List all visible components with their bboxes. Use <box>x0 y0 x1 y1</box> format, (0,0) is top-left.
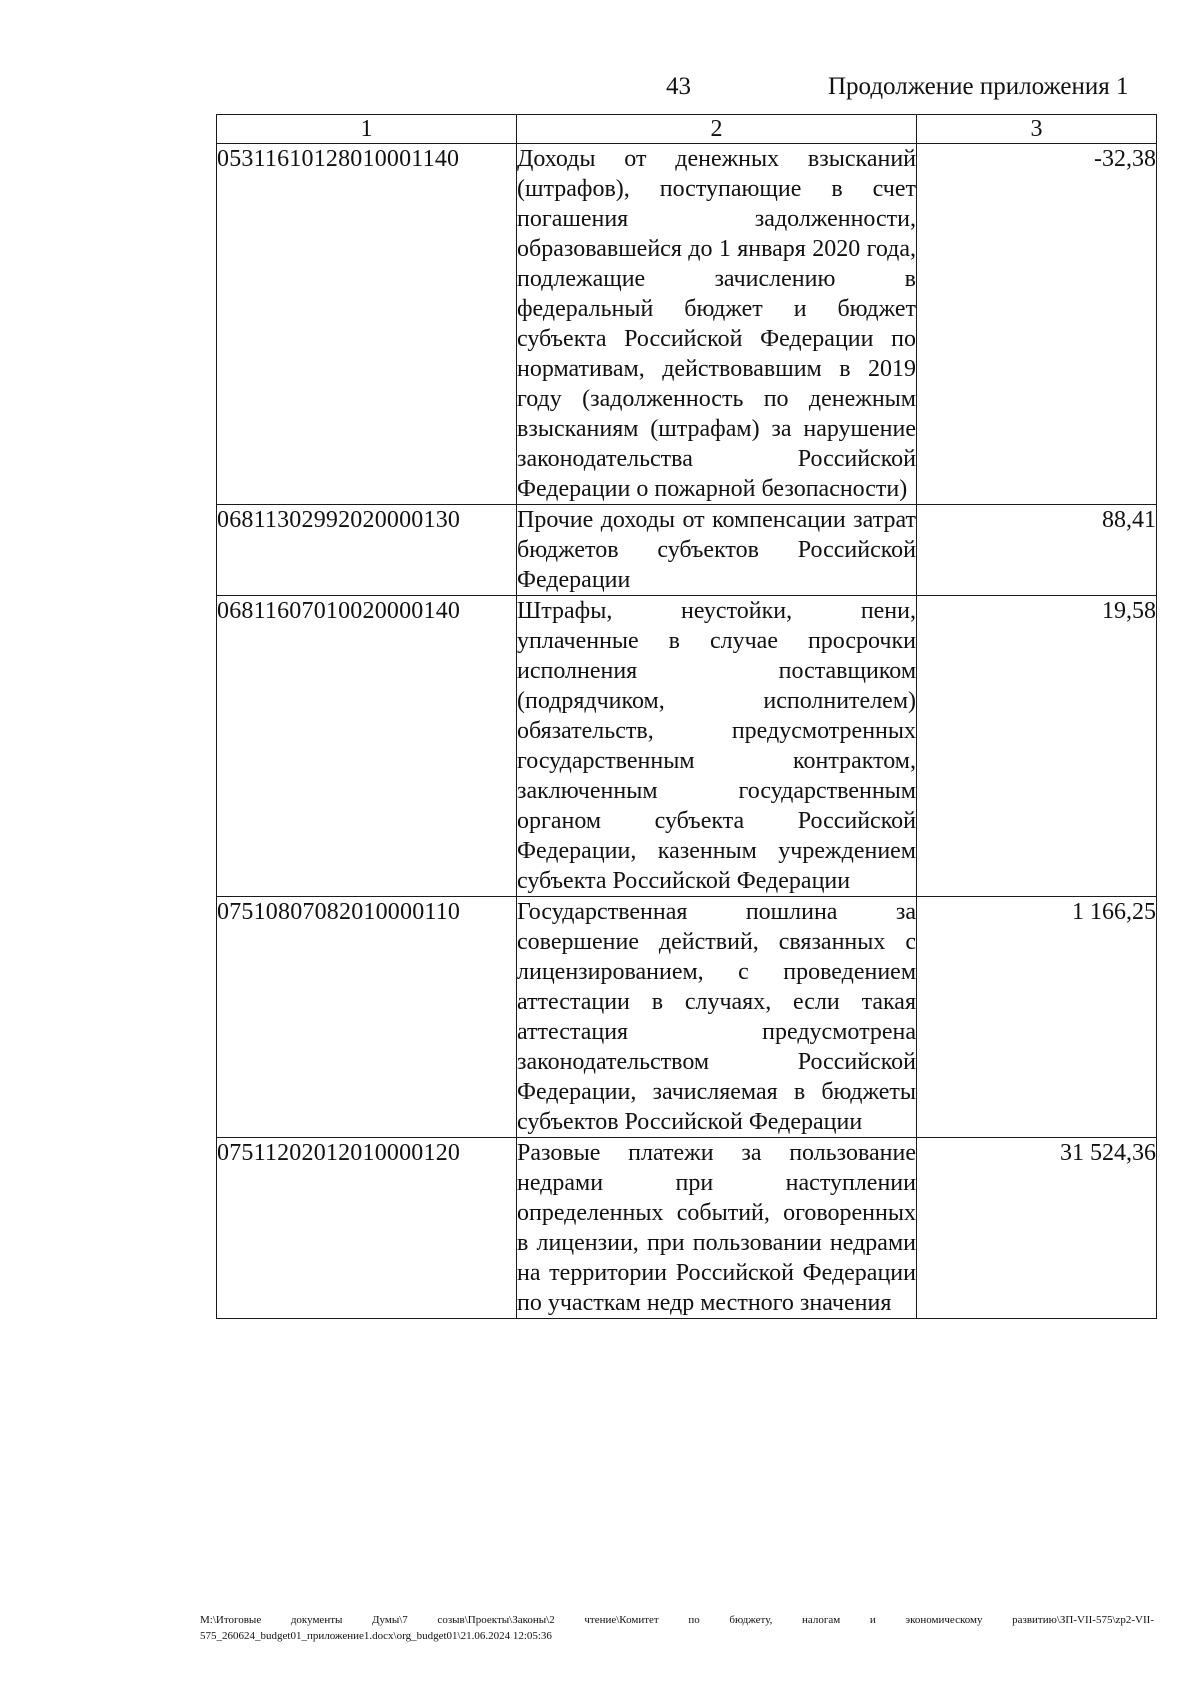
row-description: Штрафы, неустойки, пени, уплаченные в случае просрочки исполнения поставщиком (подрядчиком, исполнителем) обязательств, предусмотренных государственным контрактом, заключенным государственным органом субъекта Российской Федерации, казенным учреждением субъекта Российской Федерации <box>517 596 917 897</box>
row-code: 07510807082010000110 <box>217 897 517 1138</box>
row-description: Доходы от денежных взысканий (штрафов), поступающие в счет погашения задолженности, образовавшейся до 1 января 2020 года, подлежащие зачислению в федеральный бюджет и бюджет субъекта Российской Федерации по нормативам, действовавшим в 2019 году (задолженность по денежным взысканиям (штрафам) за нарушение законодательства Российской Федерации о пожарной безопасности) <box>517 144 917 505</box>
column-number-2: 2 <box>517 115 917 144</box>
table-row <box>217 897 1157 1138</box>
file-path-footer: M:\Итоговые документы Думы\7 созыв\Проекты\Законы\2 чтение\Комитет по бюджету, налогам и экономическому развитию\ЗП-VII-575\zp2-VII-575_260624_budget01_приложение1.docx\org_budget01\21.06.2024 12:05:36 <box>200 1614 1154 1642</box>
table-row <box>217 144 1157 505</box>
table-row <box>217 596 1157 897</box>
row-description: Разовые платежи за пользование недрами при наступлении определенных событий, оговоренных в лицензии, при пользовании недрами на территории Российской Федерации по участкам недр местного значения <box>517 1138 917 1319</box>
row-code: 06811607010020000140 <box>217 596 517 897</box>
row-description: Государственная пошлина за совершение действий, связанных с лицензированием, с проведением аттестации в случаях, если такая аттестация предусмотрена законодательством Российской Федерации, зачисляемая в бюджеты субъектов Российской Федерации <box>517 897 917 1138</box>
row-code: 07511202012010000120 <box>217 1138 517 1319</box>
row-amount: -32,38 <box>917 144 1157 505</box>
page-number: 43 <box>666 73 691 100</box>
row-amount: 1 166,25 <box>917 897 1157 1138</box>
column-number-3: 3 <box>917 115 1157 144</box>
budget-table <box>216 114 1157 1319</box>
column-number-1: 1 <box>217 115 517 144</box>
column-number-row <box>217 115 1157 144</box>
continuation-title: Продолжение приложения 1 <box>828 73 1129 100</box>
row-code: 05311610128010001140 <box>217 144 517 505</box>
row-amount: 88,41 <box>917 505 1157 596</box>
table-row <box>217 1138 1157 1319</box>
table-row <box>217 505 1157 596</box>
row-amount: 19,58 <box>917 596 1157 897</box>
row-description: Прочие доходы от компенсации затрат бюджетов субъектов Российской Федерации <box>517 505 917 596</box>
row-amount: 31 524,36 <box>917 1138 1157 1319</box>
row-code: 06811302992020000130 <box>217 505 517 596</box>
